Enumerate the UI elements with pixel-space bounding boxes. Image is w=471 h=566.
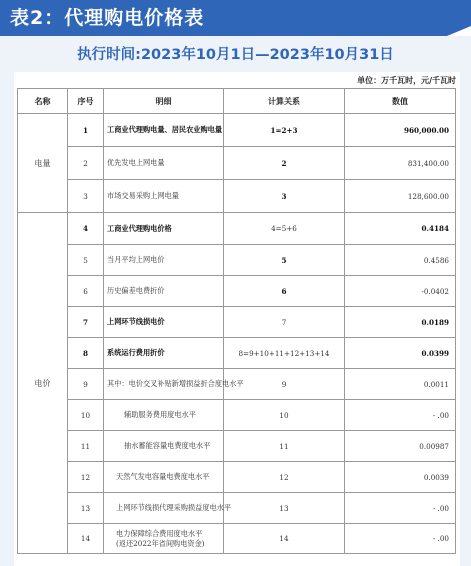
price-table (17, 88, 456, 554)
row-no: 6 (68, 276, 104, 307)
row-formula: 3 (224, 180, 345, 213)
row-detail: 抽水蓄能容量电费度电水平 (104, 431, 224, 462)
row-no: 9 (68, 369, 104, 400)
header-formula: 计算关系 (224, 89, 345, 114)
row-detail-line1: 电力保障综合费用度电水平 (116, 528, 203, 538)
unit-note: 单位：万千瓦时，元/千瓦时 (357, 75, 456, 85)
header-name: 名称 (18, 89, 68, 114)
table-row (18, 524, 456, 554)
title-banner (0, 0, 471, 36)
row-formula: 7 (224, 307, 345, 338)
table-row (18, 400, 456, 431)
row-value: - .00 (345, 400, 456, 431)
group-label-quantity: 电量 (18, 114, 68, 213)
row-value: 960,000.00 (345, 114, 456, 147)
row-formula: 10 (224, 400, 345, 431)
row-formula: 6 (224, 276, 345, 307)
row-detail: 优先发电上网电量 (104, 147, 224, 180)
row-no: 14 (68, 524, 104, 554)
table-row (18, 338, 456, 369)
row-no: 8 (68, 338, 104, 369)
row-no: 3 (68, 180, 104, 213)
row-formula: 4=5+6 (224, 213, 345, 245)
row-formula: 12 (224, 462, 345, 493)
row-detail: 工商业代理购电量、居民农业购电量 (104, 114, 224, 147)
row-value: - .00 (345, 524, 456, 554)
row-detail: 工商业代理购电价格 (104, 213, 224, 245)
table-row (18, 369, 456, 400)
row-detail: 历史偏差电费折价 (104, 276, 224, 307)
header-no: 序号 (68, 89, 104, 114)
group-label-price: 电价 (18, 213, 68, 554)
header-value: 数值 (345, 89, 456, 114)
row-no: 4 (68, 213, 104, 245)
row-detail: 上网环节线损代理采购损益度电水平 (104, 493, 224, 524)
header-row (18, 89, 456, 114)
row-value: - .00 (345, 493, 456, 524)
row-value: 0.0399 (345, 338, 456, 369)
row-no: 10 (68, 400, 104, 431)
row-detail: 其中：电价交叉补贴新增损益折合度电水平 (104, 369, 224, 400)
table-row (18, 114, 456, 147)
row-no: 2 (68, 147, 104, 180)
row-formula: 5 (224, 245, 345, 276)
row-formula: 1=2+3 (224, 114, 345, 147)
row-detail (104, 524, 224, 554)
row-value: 831,400.00 (345, 147, 456, 180)
row-value: 0.00987 (345, 431, 456, 462)
row-formula: 14 (224, 524, 345, 554)
row-value: 0.4184 (345, 213, 456, 245)
row-value: 128,600.00 (345, 180, 456, 213)
row-detail: 天然气发电容量电费度电水平 (104, 462, 224, 493)
row-no: 5 (68, 245, 104, 276)
effective-period: 执行时间:2023年10月1日—2023年10月31日 (77, 47, 394, 63)
row-value: 0.0039 (345, 462, 456, 493)
header-detail: 明细 (104, 89, 224, 114)
table-sheet (14, 72, 460, 566)
row-no: 11 (68, 431, 104, 462)
row-formula: 11 (224, 431, 345, 462)
row-value: 0.4586 (345, 245, 456, 276)
page-title: 表2：代理购电价格表 (10, 7, 205, 29)
table-row (18, 180, 456, 213)
row-detail: 系统运行费用折价 (104, 338, 224, 369)
table-row (18, 307, 456, 338)
row-no: 1 (68, 114, 104, 147)
table-row (18, 147, 456, 180)
row-formula: 2 (224, 147, 345, 180)
row-detail: 辅助服务费用度电水平 (104, 400, 224, 431)
row-value: 0.0189 (345, 307, 456, 338)
row-detail-line2: (返还2022年省间购电资金) (116, 538, 205, 548)
row-no: 12 (68, 462, 104, 493)
row-formula: 13 (224, 493, 345, 524)
table-row (18, 462, 456, 493)
table-row (18, 213, 456, 245)
table-row (18, 431, 456, 462)
table-row (18, 493, 456, 524)
row-no: 13 (68, 493, 104, 524)
row-detail: 上网环节线损电价 (104, 307, 224, 338)
row-no: 7 (68, 307, 104, 338)
row-detail: 当月平均上网电价 (104, 245, 224, 276)
table-row (18, 276, 456, 307)
row-formula: 9 (224, 369, 345, 400)
row-value: -0.0402 (345, 276, 456, 307)
table-row (18, 245, 456, 276)
row-formula: 8=9+10+11+12+13+14 (224, 338, 345, 369)
banner-corner-decoration (447, 26, 471, 36)
row-value: 0.0011 (345, 369, 456, 400)
row-detail: 市场交易采购上网电量 (104, 180, 224, 213)
